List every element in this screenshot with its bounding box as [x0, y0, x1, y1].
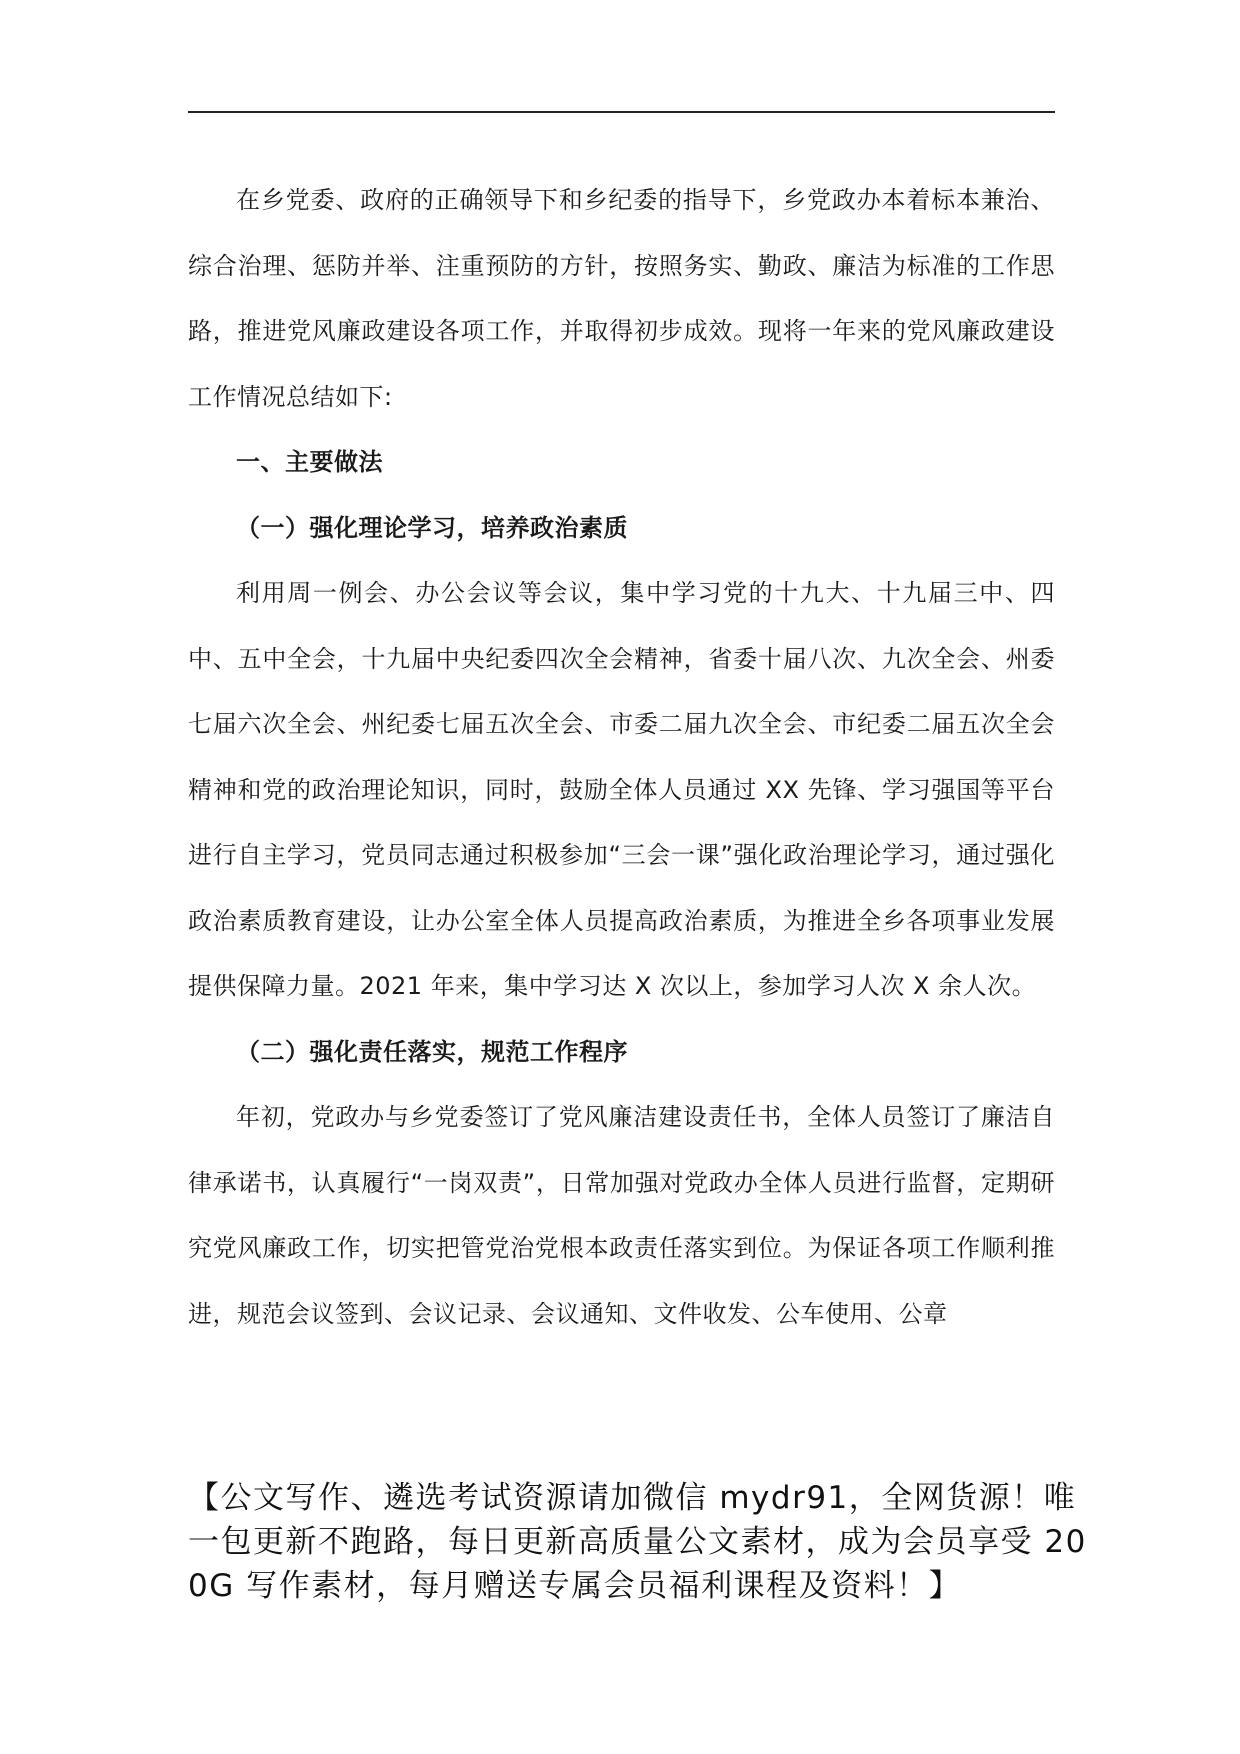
- subsection-heading-responsibility: （二）强化责任落实，规范工作程序: [236, 1037, 628, 1066]
- promo-banner-text: 【公文写作、遴选考试资源请加微信 mydr91，全网货源！唯一包更新不跑路，每日更新高质量公文素材，成为会员享受 200G 写作素材，每月赠送专属会员福利课程及资料！】: [188, 1480, 1087, 1604]
- body-paragraph-intro: 在乡党委、政府的正确领导下和乡纪委的指导下，乡党政办本着标本兼治、综合治理、惩防并举、注重预防的方针，按照务实、勤政、廉洁为标准的工作思路，推进党风廉政建设各项工作，并取得初步成效。现将一年来的党风廉政建设工作情况总结如下:: [188, 186, 1055, 411]
- header-rule: [188, 111, 1055, 113]
- document-body: [188, 168, 1055, 1347]
- body-paragraph-theory-study: 利用周一例会、办公会议等会议，集中学习党的十九大、十九届三中、四中、五中全会，十九届中央纪委四次全会精神，省委十届八次、九次全会、州委七届六次全会、州纪委七届五次全会、市委二届九次全会、市纪委二届五次全会精神和党的政治理论知识，同时，鼓励全体人员通过 XX 先锋、学习强国等平台进行自主学习，党员同志通过积极参加“三会一课”强化政治理论学习，通过强化政治素质教育建设，让办公室全体人员提高政治素质，为推进全乡各项事业发展提供保障力量。2021 年来，集中学习达 X 次以上，参加学习人次 X 余人次。: [188, 579, 1055, 1000]
- section-heading-main-practices: 一、主要做法: [236, 448, 383, 476]
- body-paragraph-responsibility: 年初，党政办与乡党委签订了党风廉洁建设责任书，全体人员签订了廉洁自律承诺书，认真履行“一岗双责”，日常加强对党政办全体人员进行监督，定期研究党风廉政工作，切实把管党治党根本政责任落实到位。为保证各项工作顺利推进，规范会议签到、会议记录、会议通知、文件收发、公车使用、公章: [188, 1103, 1055, 1328]
- subsection-heading-theory-study: （一）强化理论学习，培养政治素质: [236, 513, 628, 542]
